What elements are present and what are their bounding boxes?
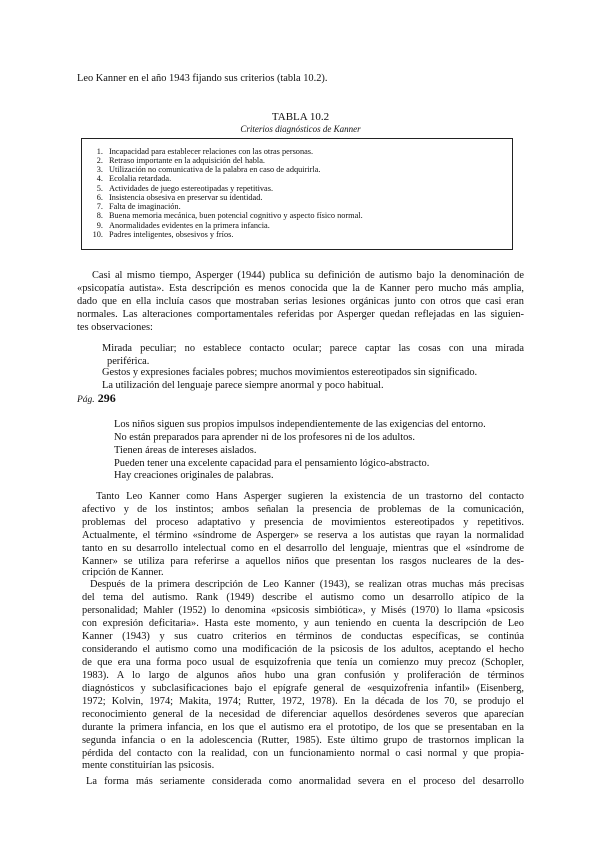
paragraph-line: considerando el autismo como una modificación de la psicosis de los adultos, aceptando el hecho xyxy=(82,644,524,655)
observation-line: No están preparados para aprender ni de los profesores ni de los adultos. xyxy=(114,432,415,443)
paragraph-line: cripción de Kanner. xyxy=(82,567,164,578)
paragraph-line: La forma más seriamente considerada como anormalidad severa en el proceso del desarrollo xyxy=(86,776,524,787)
paragraph-line: 1972; Kolvin, 1974; Makita, 1974; Rutter, 1972, 1978). En la década de los 70, se produjo el xyxy=(82,696,524,707)
paragraph-line: dado que en ella incluía casos que mostraban serias lesiones orgánicas junto con otros que casi eran xyxy=(77,296,524,307)
criteria-table xyxy=(81,138,513,250)
observation-line: Los niños siguen sus propios impulsos independientemente de las exigencias del entorno. xyxy=(114,419,486,430)
paragraph-line: normales. Las alteraciones comportamentales referidas por Asperger quedan reflejadas en las siguien- xyxy=(77,309,524,320)
paragraph-line: Kanner (1943) y sus cuatro criterios en términos de conductas específicas, se continúa xyxy=(82,631,524,642)
observation-line: Gestos y expresiones faciales pobres; muchos movimientos estereotipados sin significado. xyxy=(102,367,478,378)
paragraph-line: Después de la primera descripción de Leo Kanner (1943), se realizan otras muchas más precisas xyxy=(90,579,524,590)
table-item: 4. Ecolalia retardada. xyxy=(96,174,172,183)
page-marker: Pág. 296 xyxy=(77,391,116,405)
paragraph-line: pérdida del contacto con la realidad, con un funcionamiento normal o casi normal y que propia- xyxy=(82,748,524,759)
table-title: TABLA 10.2 xyxy=(271,111,330,123)
paragraph-line: personalidad; Mahler (1952) lo denomina «psicosis simbiótica», y Misés (1970) lo llama «psicosis xyxy=(82,605,524,616)
table-item: 9. Anormalidades evidentes en la primera infancia. xyxy=(96,221,270,230)
paragraph-line: mente constituirían las psicosis. xyxy=(82,760,215,771)
paragraph-line: afectivo y de los instintos; ambos señalan la presencia de problemas de la comunicación, xyxy=(82,504,524,515)
paragraph-line: durante la primera infancia, en los que el autismo era el prototipo, de los que se presentaban en la xyxy=(82,722,524,733)
intro-line: Leo Kanner en el año 1943 fijando sus criterios (tabla 10.2). xyxy=(77,73,328,84)
table-item: 8. Buena memoria mecánica, buen potencial cognitivo y aspecto físico normal. xyxy=(96,211,363,220)
observation-line: La utilización del lenguaje parece siempre anormal y poco habitual. xyxy=(102,380,384,391)
observation-line: periférica. xyxy=(107,356,150,367)
paragraph-line: de que era una forma poco usual de esquizofrenia que tenía un comienzo muy precoz (Schopler, xyxy=(82,657,524,668)
paragraph-line: 1983). A lo largo de algunos años hubo una gran confusión y proliferación de términos xyxy=(82,670,524,681)
paragraph-line: Actualmente, el término «síndrome de Asperger» se reserva a los autistas que rayan la normalidad xyxy=(82,530,524,541)
paragraph-line: Casi al mismo tiempo, Asperger (1944) publica su definición de autismo bajo la denominación de xyxy=(92,270,524,281)
paragraph-line: del tema del autismo. Rank (1949) describe el autismo como un desarrollo atípico de la xyxy=(82,592,524,603)
observation-line: Tienen áreas de intereses aislados. xyxy=(114,445,257,456)
table-item: 10. Padres inteligentes, obsesivos y fríos. xyxy=(92,230,234,239)
table-item: 3. Utilización no comunicativa de la palabra en caso de adquirirla. xyxy=(96,165,321,174)
table-subtitle: Criterios diagnósticos de Kanner xyxy=(240,124,361,134)
paragraph-line: Kanner» se utiliza para referirse a aquellos niños que presentan los rasgos nucleares de la des- xyxy=(82,556,524,567)
paragraph-line: tes observaciones: xyxy=(77,322,153,333)
paragraph-line: reconocimiento general de la necesidad de diferenciar aquellos desórdenes severos que aparecían xyxy=(82,709,524,720)
table-item: 7. Falta de imaginación. xyxy=(96,202,181,211)
paragraph-line: «psicopatía autista». Esta descripción es menos conocida que la de Kanner pero mucho más amplia, xyxy=(77,283,524,294)
table-item: 1. Incapacidad para establecer relaciones con las otras personas. xyxy=(96,147,314,156)
observation-line: Pueden tener una excelente capacidad para el pensamiento lógico-abstracto. xyxy=(114,458,430,469)
paragraph-line: segunda infancia o en la adolescencia (Rutter, 1985). Este último grupo de trastornos implican la xyxy=(82,735,524,746)
paragraph-line: diagnósticos y subclasificaciones bajo el epígrafe general de «esquizofrenia infantil» (Eisenberg, xyxy=(82,683,524,694)
observation-line: Hay creaciones originales de palabras. xyxy=(114,470,274,481)
observation-line: Mirada peculiar; no establece contacto ocular; parece captar las cosas con una mirada xyxy=(102,343,524,354)
table-item: 6. Insistencia obsesiva en preservar su identidad. xyxy=(96,193,263,202)
paragraph-line: problemas del proceso adaptativo y presencia de movimientos estereotipados y repetitivos. xyxy=(82,517,524,528)
table-item: 5. Actividades de juego estereotipadas y repetitivas. xyxy=(96,184,274,193)
paragraph-line: tanto en su desarrollo intelectual como en el desarrollo del lenguaje, mientras que el «síndrome de xyxy=(82,543,524,554)
paragraph-line: con expresión deficitaria». Hasta este momento, y aun teniendo en cuenta la descripción de Leo xyxy=(82,618,524,629)
table-item: 2. Retraso importante en la adquisición del habla. xyxy=(96,156,265,165)
paragraph-line: Tanto Leo Kanner como Hans Asperger sugieren la existencia de un trastorno del contacto xyxy=(96,491,524,502)
